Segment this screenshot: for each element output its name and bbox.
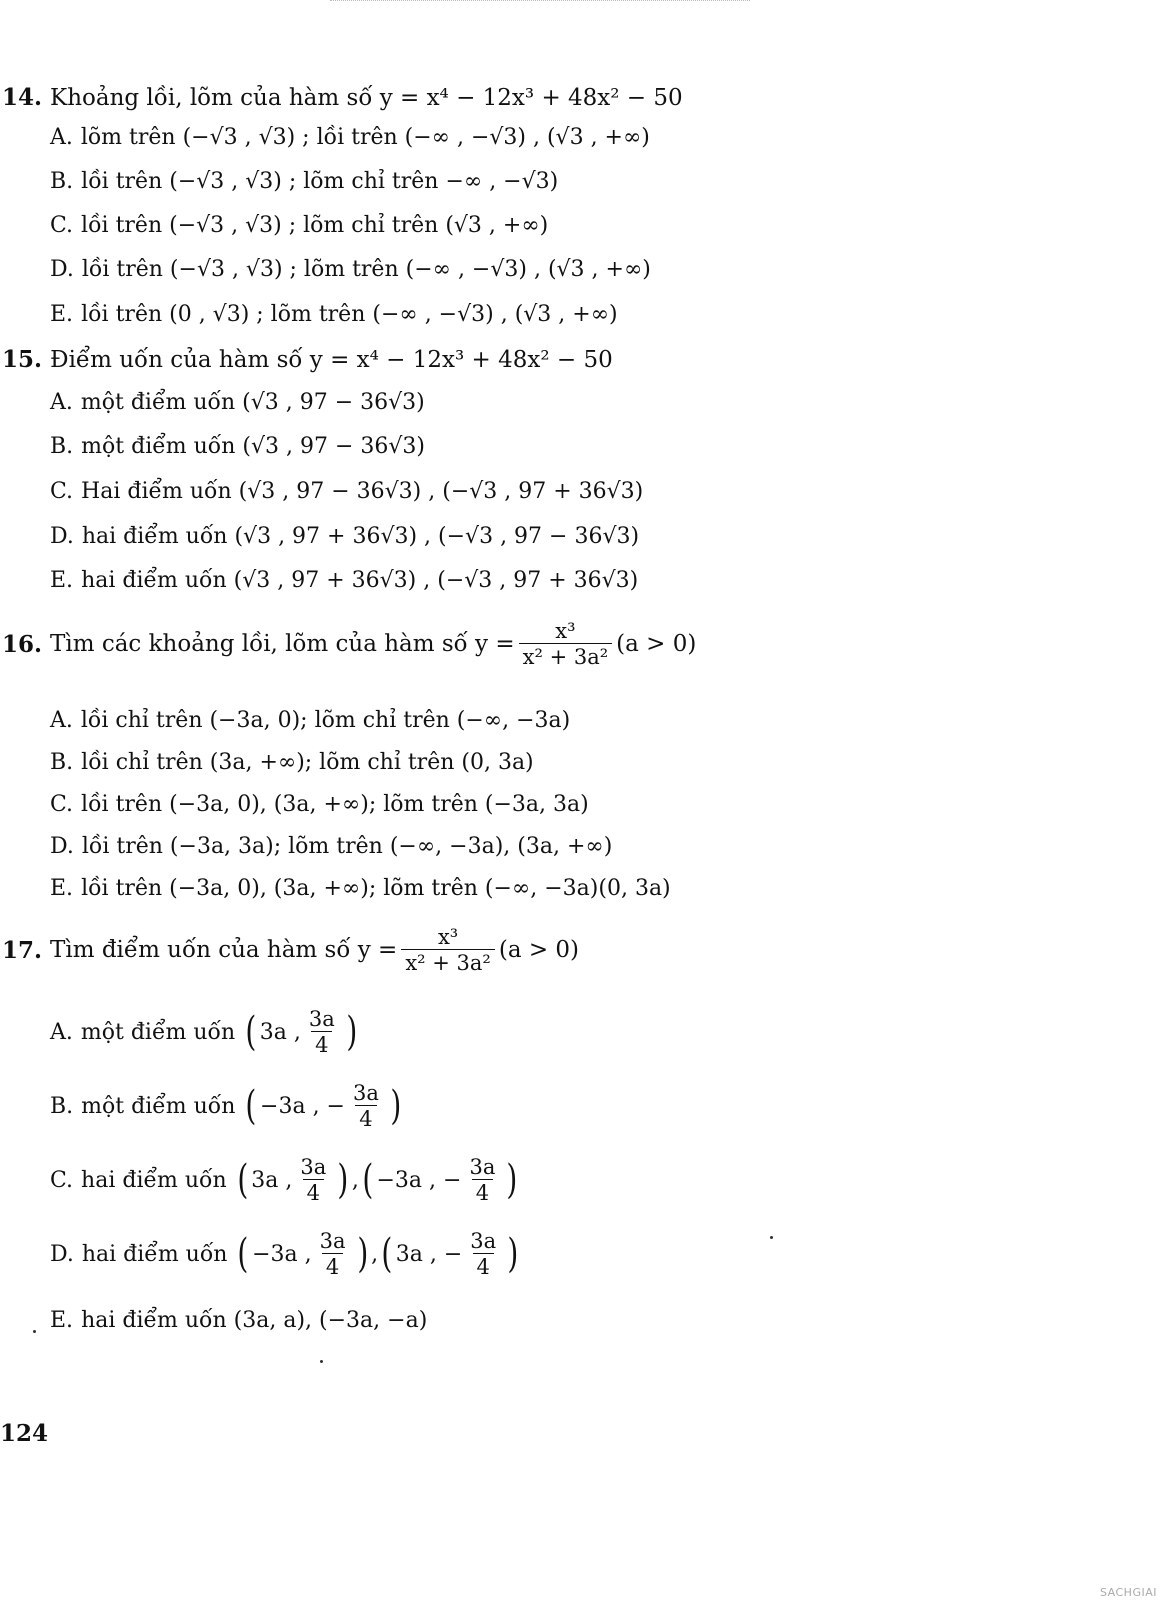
option-label: D. xyxy=(50,257,74,282)
question-condition: (a > 0) xyxy=(616,631,697,658)
right-paren: ) xyxy=(346,1009,358,1056)
fraction xyxy=(466,1230,500,1278)
option-label: C. xyxy=(50,479,74,504)
option-text: Hai điểm uốn (√3 , 97 − 36√3) , (−√3 , 97 + 36√3) xyxy=(81,479,644,504)
option-label: E. xyxy=(50,568,74,593)
option-prefix: hai điểm uốn xyxy=(81,1167,227,1193)
option-label: B. xyxy=(50,434,74,459)
option-label: D. xyxy=(50,1241,74,1267)
fraction xyxy=(401,926,495,974)
option-label: B. xyxy=(50,169,74,194)
fraction-denominator: x² + 3a² xyxy=(401,949,495,974)
fraction xyxy=(305,1008,339,1056)
option-text: lồi trên (−√3 , √3) ; lõm trên (−∞ , −√3) , (√3 , +∞) xyxy=(81,257,651,282)
question-number: 15. xyxy=(2,346,43,373)
q17-option-a[interactable] xyxy=(50,1008,360,1056)
question-condition: (a > 0) xyxy=(498,937,580,964)
fraction xyxy=(465,1156,499,1204)
option-label: E. xyxy=(50,876,74,901)
q15-option-e[interactable] xyxy=(50,568,638,593)
q16-option-a[interactable] xyxy=(50,708,570,733)
q15-option-d[interactable] xyxy=(50,524,639,549)
right-paren: ) xyxy=(390,1083,402,1130)
question-16 xyxy=(2,620,696,668)
top-scan-mark xyxy=(330,0,750,5)
fraction-denominator: 4 xyxy=(322,1253,343,1278)
point-x: −3a , xyxy=(252,1241,312,1267)
right-paren: ) xyxy=(337,1157,349,1204)
q17-option-b[interactable] xyxy=(50,1082,405,1130)
q16-option-b[interactable] xyxy=(50,750,534,775)
point-separator: , xyxy=(351,1167,359,1193)
option-label: C. xyxy=(50,792,74,817)
fraction-denominator: 4 xyxy=(473,1253,494,1278)
fraction-numerator: 3a xyxy=(470,1229,497,1253)
question-stem: Tìm điểm uốn của hàm số y = xyxy=(50,937,398,964)
option-label: E. xyxy=(50,302,74,327)
question-stem: Khoảng lồi, lõm của hàm số y = x⁴ − 12x³ + 48x² − 50 xyxy=(50,85,683,111)
question-17 xyxy=(2,926,579,974)
option-label: B. xyxy=(50,1093,74,1119)
option-label: A. xyxy=(50,390,73,415)
question-stem: Điểm uốn của hàm số y = x⁴ − 12x³ + 48x² − 50 xyxy=(50,347,613,373)
option-text: lồi trên (−3a, 3a); lõm trên (−∞, −3a), (3a, +∞) xyxy=(81,834,613,859)
point-separator: , xyxy=(371,1241,379,1267)
left-paren: ( xyxy=(237,1157,248,1204)
q17-option-c[interactable] xyxy=(50,1156,521,1204)
q16-option-e[interactable] xyxy=(50,876,671,901)
q16-option-d[interactable] xyxy=(50,834,612,859)
fraction-numerator: x³ xyxy=(555,619,576,643)
fraction-denominator: 4 xyxy=(303,1179,324,1204)
option-prefix: hai điểm uốn xyxy=(81,1241,228,1267)
option-text: hai điểm uốn (3a, a), (−3a, −a) xyxy=(81,1308,428,1333)
fraction-numerator: 3a xyxy=(353,1081,379,1105)
option-text: một điểm uốn (√3 , 97 − 36√3) xyxy=(80,390,425,415)
scan-speck xyxy=(33,1330,36,1333)
right-paren: ) xyxy=(356,1231,368,1278)
fraction xyxy=(519,620,613,668)
question-number: 16. xyxy=(2,630,43,658)
q15-option-b[interactable] xyxy=(50,434,425,459)
option-text: lồi trên (−3a, 0), (3a, +∞); lõm trên (−3a, 3a) xyxy=(81,792,589,817)
point-x: 3a , xyxy=(259,1019,301,1045)
right-paren: ) xyxy=(506,1157,518,1204)
option-label: D. xyxy=(50,524,74,549)
option-text: lồi chỉ trên (3a, +∞); lõm chỉ trên (0, 3a) xyxy=(81,750,534,775)
option-text: lồi trên (−√3 , √3) ; lõm chỉ trên −∞ , −√3) xyxy=(81,169,559,194)
fraction xyxy=(316,1230,350,1278)
left-paren: ( xyxy=(381,1231,393,1278)
fraction-denominator: x² + 3a² xyxy=(519,643,613,668)
question-stem: Tìm các khoảng lồi, lõm của hàm số y = xyxy=(50,631,515,658)
option-label: D. xyxy=(50,834,74,859)
q17-option-d[interactable] xyxy=(50,1230,522,1278)
q15-option-c[interactable] xyxy=(50,479,643,504)
left-paren: ( xyxy=(245,1083,257,1130)
option-label: A. xyxy=(50,708,73,733)
question-14 xyxy=(2,84,683,111)
fraction xyxy=(296,1156,330,1204)
option-text: lồi trên (−3a, 0), (3a, +∞); lõm trên (−∞, −3a)(0, 3a) xyxy=(81,876,671,901)
scan-speck xyxy=(770,1236,773,1239)
fraction-numerator: 3a xyxy=(300,1155,327,1179)
option-prefix: một điểm uốn xyxy=(80,1019,236,1045)
fraction-numerator: 3a xyxy=(308,1007,335,1031)
option-text: hai điểm uốn (√3 , 97 + 36√3) , (−√3 , 97 + 36√3) xyxy=(81,568,639,593)
page-number: 124 xyxy=(0,1420,49,1447)
fraction xyxy=(349,1082,383,1130)
option-label: A. xyxy=(50,1019,73,1045)
option-text: lồi trên (0 , √3) ; lõm trên (−∞ , −√3) , (√3 , +∞) xyxy=(81,302,618,327)
option-prefix: một điểm uốn xyxy=(81,1093,236,1119)
point-x: −3a , − xyxy=(376,1167,462,1193)
option-label: E. xyxy=(50,1308,74,1333)
fraction-denominator: 4 xyxy=(472,1179,493,1204)
option-text: một điểm uốn (√3 , 97 − 36√3) xyxy=(81,434,425,459)
point-x: 3a , − xyxy=(395,1241,463,1267)
q16-option-c[interactable] xyxy=(50,792,589,817)
point-x: 3a , xyxy=(251,1167,293,1193)
q14-option-c[interactable] xyxy=(50,213,548,238)
left-paren: ( xyxy=(245,1009,257,1056)
right-paren: ) xyxy=(507,1231,519,1278)
option-text: lõm trên (−√3 , √3) ; lồi trên (−∞ , −√3) , (√3 , +∞) xyxy=(80,125,650,150)
fraction-numerator: 3a xyxy=(319,1229,346,1253)
question-number: 14. xyxy=(2,84,43,111)
option-label: C. xyxy=(50,1167,74,1193)
q15-option-a[interactable] xyxy=(50,390,425,415)
left-paren: ( xyxy=(237,1231,249,1278)
left-paren: ( xyxy=(362,1157,374,1204)
fraction-denominator: 4 xyxy=(355,1105,376,1130)
point-x: −3a , − xyxy=(260,1093,345,1119)
fraction-numerator: x³ xyxy=(437,925,459,949)
watermark: SACHGIAI xyxy=(1099,1586,1157,1599)
q14-option-a[interactable] xyxy=(50,125,650,150)
option-text: lồi trên (−√3 , √3) ; lõm chỉ trên (√3 , +∞) xyxy=(81,213,549,238)
q14-option-d[interactable] xyxy=(50,257,651,282)
option-label: C. xyxy=(50,213,74,238)
fraction-denominator: 4 xyxy=(311,1031,332,1056)
option-text: hai điểm uốn (√3 , 97 + 36√3) , (−√3 , 97 − 36√3) xyxy=(81,524,640,549)
scan-speck xyxy=(320,1360,323,1363)
option-text: lồi chỉ trên (−3a, 0); lõm chỉ trên (−∞, −3a) xyxy=(80,708,571,733)
q14-option-b[interactable] xyxy=(50,169,558,194)
fraction-numerator: 3a xyxy=(469,1155,496,1179)
option-label: B. xyxy=(50,750,74,775)
question-15 xyxy=(2,346,613,373)
q17-option-e[interactable] xyxy=(50,1308,427,1333)
question-number: 17. xyxy=(2,936,43,964)
q14-option-e[interactable] xyxy=(50,302,618,327)
option-label: A. xyxy=(50,125,73,150)
